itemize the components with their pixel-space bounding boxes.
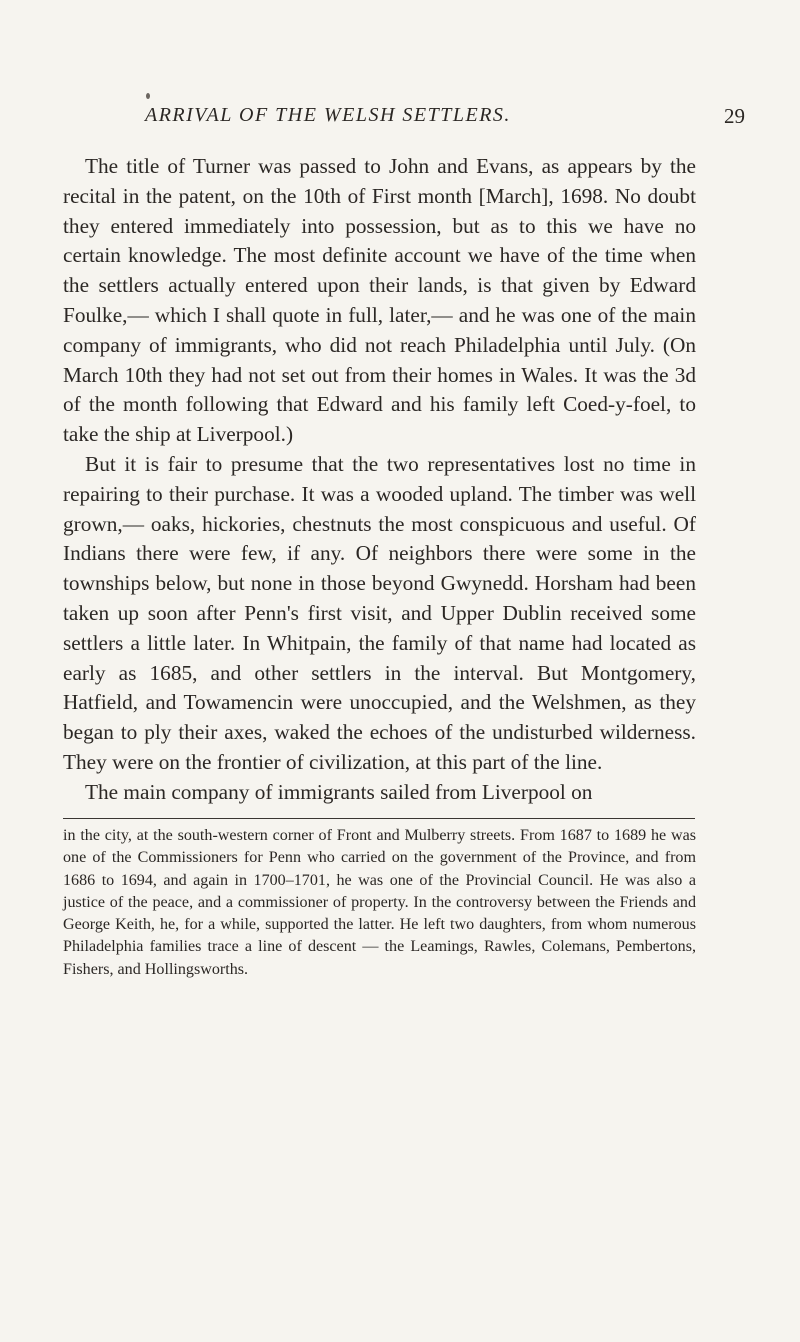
footnote-rule [63,818,695,819]
footnote [63,825,696,981]
ink-speck [146,93,150,99]
paragraph: The main company of immigrants sailed from Liverpool on [85,779,593,804]
running-title: ARRIVAL OF THE WELSH SETTLERS. [145,104,511,126]
body-text [63,152,696,808]
page-number: 29 [724,104,745,128]
footnote-text: in the city, at the south-western corner of Front and Mulberry streets. From 1687 to 1689 he was one of the Commissioners for Penn who carried on the government of the Province, and from 1686 to 1694, and again in 1700–1701, he was one of the Provincial Council. He was also a justice of the peace, and a commissioner of property. In the controversy between the Friends and George Keith, he, for a while, supported the latter. He left two daughters, from whom numerous Philadelphia families trace a line of descent — the Leamings, Rawles, Colemans, Pembertons, Fishers, and Hollingsworths. [63,827,696,978]
running-head [145,104,745,134]
paragraph: But it is fair to presume that the two representatives lost no time in repairing to their purchase. It was a wooded upland. The timber was well grown,— oaks, hickories, chestnuts the most conspicuous and useful. Of Indians there were few, if any. Of neighbors there were some in the townships below, but none in those beyond Gwynedd. Horsham had been taken up soon after Penn's first visit, and Upper Dublin received some settlers a little later. In Whitpain, the family of that name had located as early as 1685, and other settlers in the interval. But Montgomery, Hatfield, and Towamencin were unoccupied, and the Welshmen, as they began to ply their axes, waked the echoes of the undisturbed wilderness. They were on the frontier of civilization, at this part of the line. [63,451,696,774]
paragraph: The title of Turner was passed to John and Evans, as appears by the recital in the patent, on the 10th of First month [March], 1698. No doubt they entered immediately into possession, but as to this we have no certain knowledge. The most definite account we have of the time when the settlers actually entered upon their lands, is that given by Edward Foulke,— which I shall quote in full, later,— and he was one of the main company of immigrants, who did not reach Philadelphia until July. (On March 10th they had not set out from their homes in Wales. It was the 3d of the month following that Edward and his family left Coed-y-foel, to take the ship at Liverpool.) [63,154,696,447]
